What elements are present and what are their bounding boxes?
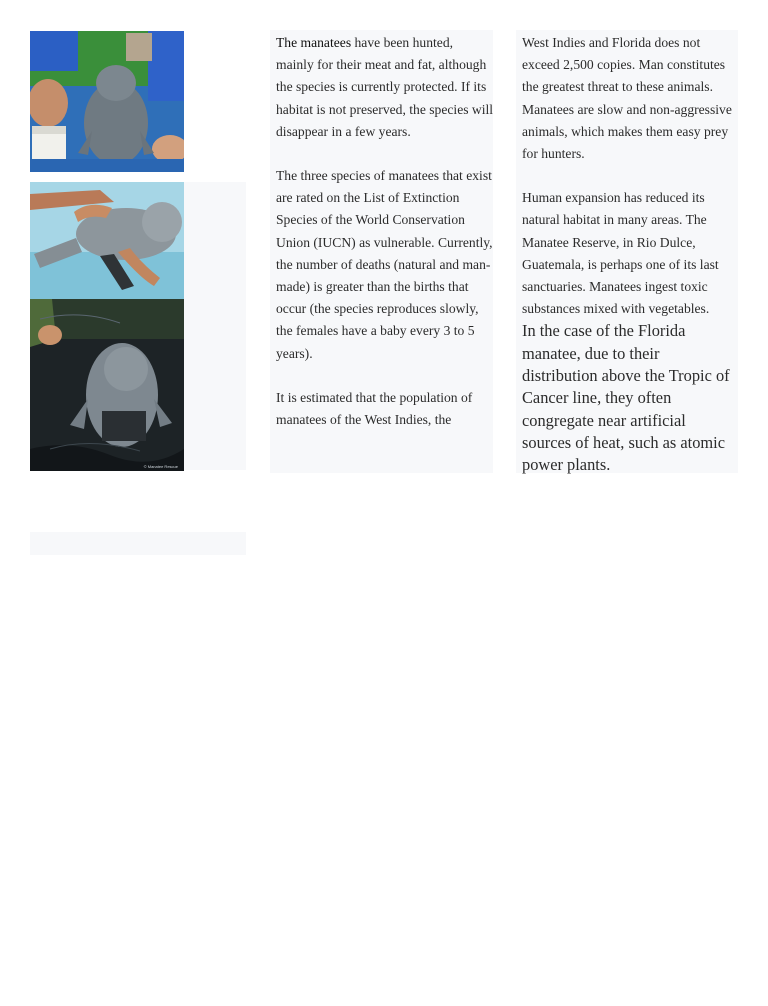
paragraph-species-status: The three species of manatees that exist are rated on the List of Extinction Species of the World Conservation Union (IUCN) as vulnerable. Currently, the number of deaths (natural and man-made) is greater than the births that occur (the species reproduces slowly, the females have a baby every 3 to 5 years). [276,168,493,361]
paragraph-population-end: West Indies and Florida does not exceed 2,500 copies. Man constitutes the greatest threat to these animals. Manatees are slow and non-aggressive animals, which makes them easy prey for hunters. [522,35,732,162]
paragraph-florida-manatee: In the case of the Florida manatee, due to their distribution above the Tropic of Cancer line, they often congregate near artificial sources of heat, such as atomic power plants. [522,321,730,475]
swimming-manatee-photo [30,299,184,471]
paragraph-hunting [276,32,494,143]
paragraph-population-start: It is estimated that the population of manatees of the West Indies, the [276,389,473,428]
manatee-volunteers-photo [30,31,184,172]
article-column-1 [276,32,494,431]
empty-footer-panel [30,532,246,555]
lead-term: The manatees [276,35,352,50]
article-column-2 [522,32,738,477]
baby-manatee-photo [30,182,184,299]
photo-credit: © Manatee Rescue [143,464,178,469]
paragraph-habitat: Human expansion has reduced its natural habitat in many areas. The Manatee Reserve, in Rio Dulce, Guatemala, is perhaps one of its last sanctuaries. Manatees ingest toxic substances mixed with vegetables. [522,190,719,317]
paragraph-text: have been hunted, mainly for their meat and fat, although the species is currently protected. If its habitat is not preserved, the species will disappear in a few years. [276,35,494,139]
